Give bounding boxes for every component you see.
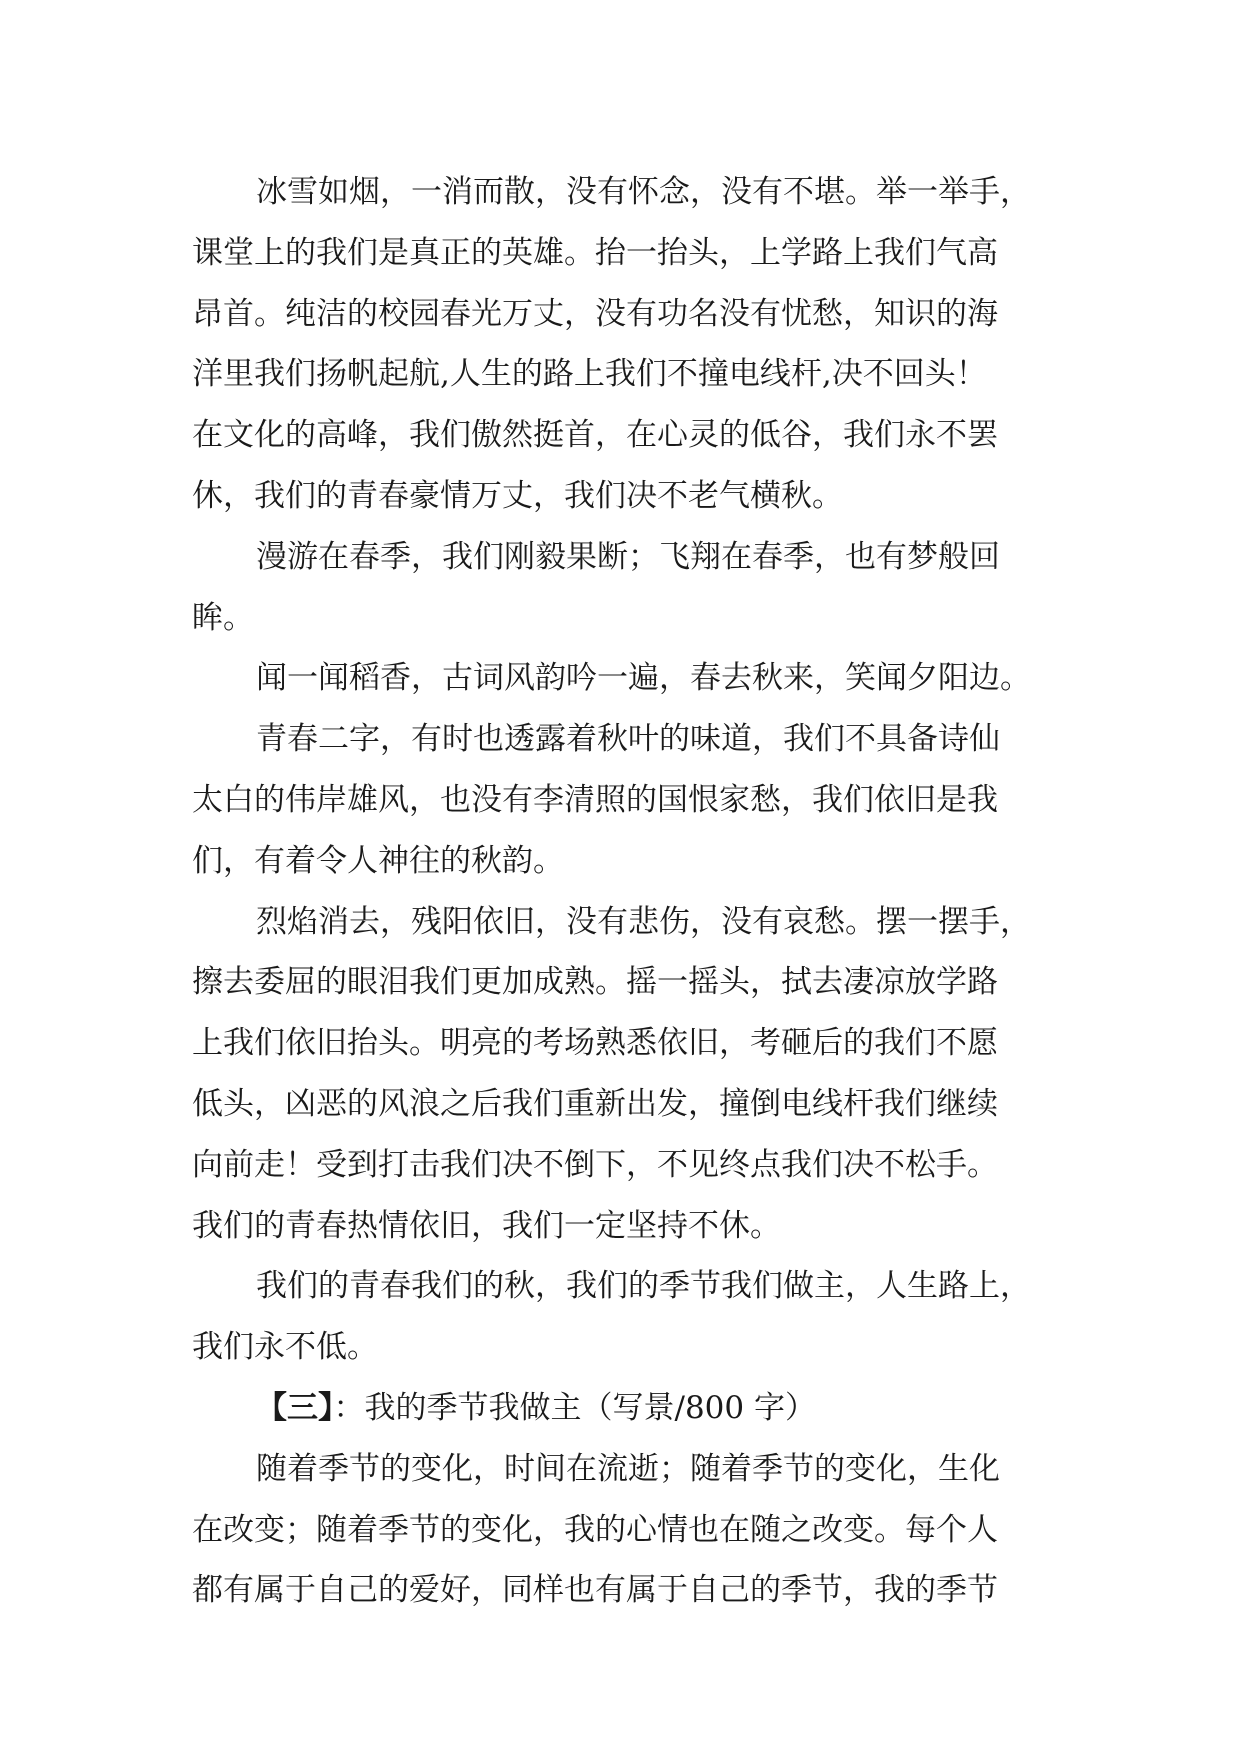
- paragraph-line: 在文化的高峰，我们傲然挺首，在心灵的低谷，我们永不罢: [192, 417, 998, 454]
- paragraph-line: 太白的伟岸雄风，也没有李清照的国恨家愁，我们依旧是我: [192, 781, 998, 818]
- paragraph-line: 在改变；随着季节的变化，我的心情也在随之改变。每个人: [192, 1511, 998, 1548]
- paragraph-line: 我们的青春我们的秋，我们的季节我们做主，人生路上，: [256, 1268, 1031, 1305]
- paragraph-line: 都有属于自己的爱好，同样也有属于自己的季节，我的季节: [192, 1572, 998, 1609]
- paragraph-3: [192, 648, 1062, 709]
- paragraph-line: 随着季节的变化，时间在流逝；随着季节的变化，生化: [256, 1450, 1000, 1487]
- paragraph-line: 眸。: [192, 599, 254, 636]
- paragraph-line: 洋里我们扬帆起航,人生的路上我们不撞电线杆,决不回头！: [192, 356, 987, 393]
- paragraph-2: [192, 527, 1062, 649]
- paragraph-1: [192, 162, 1062, 527]
- paragraph-line: 青春二字，有时也透露着秋叶的味道，我们不具备诗仙: [256, 721, 1000, 758]
- paragraph-line: 向前走！受到打击我们决不倒下，不见终点我们决不松手。: [192, 1146, 998, 1183]
- paragraph-line: 低头，凶恶的风浪之后我们重新出发，撞倒电线杆我们继续: [192, 1085, 998, 1122]
- paragraph-line: 们，有着令人神往的秋韵。: [192, 842, 564, 879]
- paragraph-4: [192, 709, 1062, 891]
- section-marker: 【三】: [256, 1389, 334, 1426]
- paragraph-line: 我们永不低。: [192, 1329, 378, 1366]
- paragraph-line: 烈焰消去，残阳依旧，没有悲伤，没有哀愁。摆一摆手，: [256, 903, 1031, 940]
- paragraph-line: 休，我们的青春豪情万丈，我们决不老气横秋。: [192, 477, 843, 514]
- paragraph-6: [192, 1256, 1062, 1378]
- document-body: [192, 162, 1062, 1621]
- paragraph-line: 闻一闻稻香，古词风韵吟一遍，春去秋来，笑闻夕阳边。: [256, 660, 1031, 697]
- paragraph-line: 昂首。纯洁的校园春光万丈，没有功名没有忧愁，知识的海: [192, 295, 998, 332]
- paragraph-5: [192, 892, 1062, 1257]
- paragraph-line: 冰雪如烟，一消而散，没有怀念，没有不堪。举一举手，: [256, 174, 1031, 210]
- paragraph-line: 我们的青春热情依旧，我们一定坚持不休。: [192, 1207, 781, 1244]
- section-title: ：我的季节我做主（写景/800 字）: [333, 1389, 816, 1426]
- paragraph-line: 课堂上的我们是真正的英雄。抬一抬头，上学路上我们气高: [192, 234, 998, 271]
- section-heading: [192, 1378, 1062, 1439]
- paragraph-line: 漫游在春季，我们刚毅果断；飞翔在春季，也有梦般回: [256, 538, 1000, 575]
- paragraph-line: 擦去委屈的眼泪我们更加成熟。摇一摇头，拭去凄凉放学路: [192, 964, 998, 1001]
- paragraph-line: 上我们依旧抬头。明亮的考场熟悉依旧，考砸后的我们不愿: [192, 1025, 998, 1062]
- paragraph-7: [192, 1439, 1062, 1621]
